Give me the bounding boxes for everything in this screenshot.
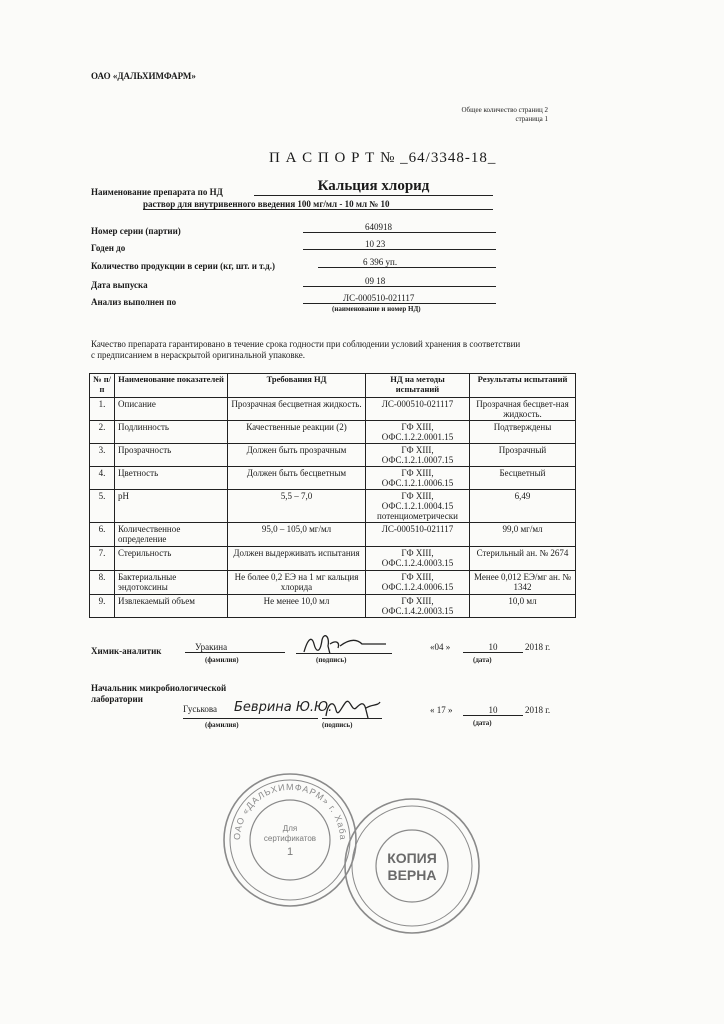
header-methods: НД на методы испытаний	[366, 374, 470, 398]
table-row	[90, 421, 576, 444]
chemist-date-caption: (дата)	[473, 656, 492, 664]
field-value-batch: 640918	[303, 222, 496, 233]
head-role-line1: Начальник микробиологической	[91, 683, 227, 693]
table-row	[90, 547, 576, 571]
field-value-analysis: ЛС-000510-021117	[303, 293, 496, 304]
head-date-day: « 17 »	[430, 705, 453, 715]
cell-requirement: Должен быть прозрачным	[228, 444, 366, 467]
cell-num: 7.	[90, 547, 115, 571]
cell-indicator: Описание	[115, 398, 228, 421]
copy-true-line2: ВЕРНА	[387, 867, 437, 883]
cell-indicator: Цветность	[115, 467, 228, 490]
cell-num: 9.	[90, 595, 115, 618]
field-value-expiry: 10 23	[303, 239, 496, 250]
cell-result: Прозрачная бесцвет-ная жидкость.	[470, 398, 576, 421]
cell-requirement: 95,0 – 105,0 мг/мл	[228, 523, 366, 547]
chemist-date-month: 10	[463, 642, 523, 653]
chemist-date-day: «04 »	[430, 642, 451, 652]
table-row	[90, 523, 576, 547]
head-name-caption: (фамилия)	[205, 721, 239, 729]
head-date-month: 10	[463, 705, 523, 716]
cell-indicator: Бактериальные эндотоксины	[115, 571, 228, 595]
chemist-name-caption: (фамилия)	[205, 656, 239, 664]
cell-method: ГФ XIII, ОФС.1.2.4.0006.15	[366, 571, 470, 595]
cell-result: Менее 0,012 ЕЭ/мг ан. № 1342	[470, 571, 576, 595]
cell-result: 10,0 мл	[470, 595, 576, 618]
head-sign-line	[322, 718, 382, 719]
cell-method: ЛС-000510-021117	[366, 523, 470, 547]
table-row	[90, 444, 576, 467]
field-value-release: 09 18	[303, 276, 496, 287]
copy-true-line1: КОПИЯ	[387, 850, 437, 866]
page-title: П А С П О Р Т № _64/3348-18_	[269, 150, 497, 166]
header-indicator: Наименование показателей	[115, 374, 228, 398]
chemist-sign-caption: (подпись)	[316, 656, 347, 664]
cell-method: ЛС-000510-021117	[366, 398, 470, 421]
table-header-row	[90, 374, 576, 398]
pages-total: Общее количество страниц 2	[461, 106, 548, 114]
field-label-batch: Номер серии (партии)	[91, 226, 181, 236]
cell-result: Бесцветный	[470, 467, 576, 490]
field-note-analysis: (наименование и номер НД)	[332, 305, 421, 313]
cell-indicator: Извлекаемый объем	[115, 595, 228, 618]
head-name-handwritten: Беврина Ю.Ю.	[234, 700, 333, 715]
cell-indicator: Прозрачность	[115, 444, 228, 467]
cell-requirement: Не более 0,2 ЕЭ на 1 мг кальция хлорида	[228, 571, 366, 595]
cell-requirement: Должен быть бесцветным	[228, 467, 366, 490]
cell-result: Прозрачный	[470, 444, 576, 467]
company-seal	[222, 772, 358, 908]
chemist-name: Уракина	[185, 642, 285, 653]
cell-method: ГФ XIII, ОФС.1.2.2.0001.15	[366, 421, 470, 444]
drug-form: раствор для внутривенного введения 100 мг/мл - 10 мл № 10	[143, 199, 493, 210]
field-label-quantity: Количество продукции в серии (кг, шт. и т.д.)	[91, 261, 275, 271]
cell-requirement: 5,5 – 7,0	[228, 490, 366, 523]
cell-num: 1.	[90, 398, 115, 421]
cell-method: ГФ XIII, ОФС.1.2.1.0006.15	[366, 467, 470, 490]
cell-num: 3.	[90, 444, 115, 467]
cell-indicator: рН	[115, 490, 228, 523]
cell-indicator: Подлинность	[115, 421, 228, 444]
cell-method: ГФ XIII, ОФС.1.4.2.0003.15	[366, 595, 470, 618]
header-requirements: Требования НД	[228, 374, 366, 398]
cell-method: ГФ XIII, ОФС.1.2.4.0003.15	[366, 547, 470, 571]
cell-requirement: Качественные реакции (2)	[228, 421, 366, 444]
header-results: Результаты испытаний	[470, 374, 576, 398]
cell-num: 5.	[90, 490, 115, 523]
table-row	[90, 467, 576, 490]
seal-center-line2: сертификатов	[263, 834, 317, 843]
quality-note-line1: Качество препарата гарантировано в течение срока годности при соблюдении условий хранения в соответствии	[91, 339, 521, 349]
cell-result: Подтверждены	[470, 421, 576, 444]
seal-center-line3: 1	[286, 846, 294, 858]
test-results-table	[89, 373, 576, 618]
field-label-release: Дата выпуска	[91, 280, 148, 290]
copy-true-seal	[342, 796, 482, 936]
field-label-analysis: Анализ выполнен по	[91, 297, 177, 307]
table-row	[90, 398, 576, 421]
chemist-role: Химик-аналитик	[91, 646, 162, 656]
cell-num: 6.	[90, 523, 115, 547]
drug-label: Наименование препарата по НД	[91, 187, 223, 197]
head-name-printed: Гуськова	[183, 704, 218, 714]
drug-name: Кальция хлорид	[254, 178, 493, 196]
chemist-date-year: 2018 г.	[525, 642, 551, 652]
table-row	[90, 595, 576, 618]
cell-indicator: Количественное определение	[115, 523, 228, 547]
table-row	[90, 571, 576, 595]
cell-requirement: Не менее 10,0 мл	[228, 595, 366, 618]
cell-method: ГФ XIII, ОФС.1.2.1.0007.15	[366, 444, 470, 467]
copy-true-seal-rings	[342, 796, 482, 936]
cell-num: 4.	[90, 467, 115, 490]
pages-current: страница 1	[515, 115, 548, 123]
cell-result: 99,0 мг/мл	[470, 523, 576, 547]
chemist-sign-line	[296, 653, 392, 654]
field-label-expiry: Годен до	[91, 243, 126, 253]
cell-indicator: Стерильность	[115, 547, 228, 571]
head-role-line2: лаборатории	[91, 694, 143, 704]
table-row	[90, 490, 576, 523]
field-value-quantity: 6 396 уп.	[318, 257, 496, 268]
head-date-year: 2018 г.	[525, 705, 551, 715]
cell-method: ГФ XIII, ОФС.1.2.1.0004.15 потенциометрически	[366, 490, 470, 523]
quality-note-line2: с предписанием в нераскрытой оригинальной упаковке.	[91, 350, 305, 360]
cell-requirement: Должен выдерживать испытания	[228, 547, 366, 571]
chemist-signature	[300, 630, 390, 654]
cell-num: 8.	[90, 571, 115, 595]
cell-requirement: Прозрачная бесцветная жидкость.	[228, 398, 366, 421]
company-seal-ring-text: ОАО «ДАЛЬХИМФАРМ» г. Хаба	[231, 781, 349, 841]
cell-result: Стерильный ан. № 2674	[470, 547, 576, 571]
cell-num: 2.	[90, 421, 115, 444]
cell-result: 6,49	[470, 490, 576, 523]
company-name: ОАО «ДАЛЬХИМФАРМ»	[91, 71, 196, 81]
head-sign-caption: (подпись)	[322, 721, 353, 729]
header-num: № п/п	[90, 374, 115, 398]
head-date-caption: (дата)	[473, 719, 492, 727]
head-name-line	[183, 718, 318, 719]
seal-center-line1: Для	[282, 824, 298, 833]
